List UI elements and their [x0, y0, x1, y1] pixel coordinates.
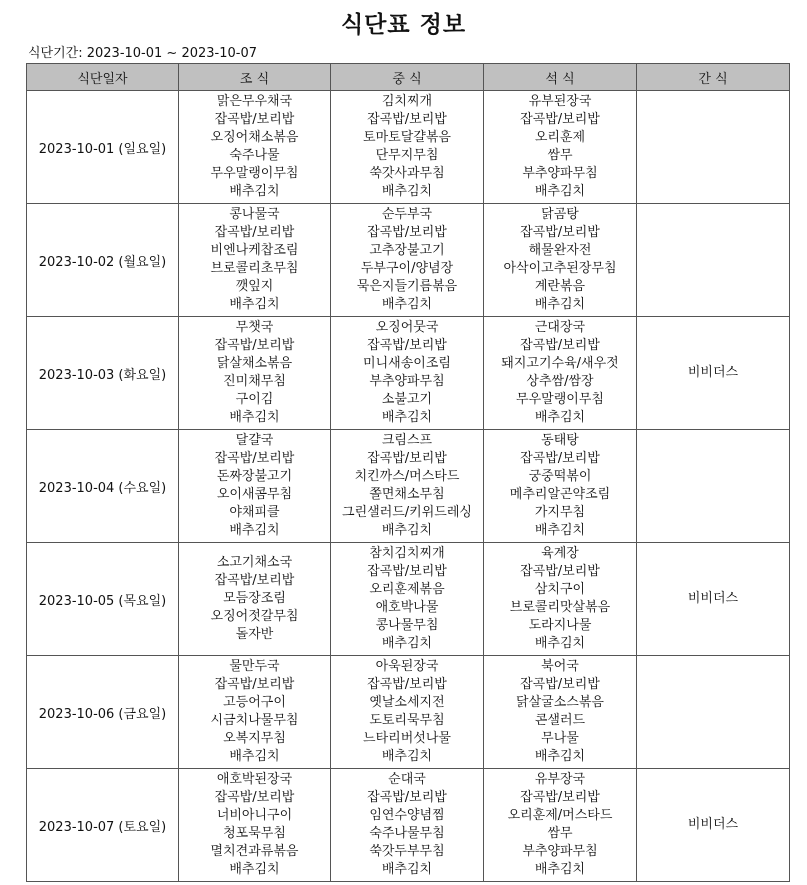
- dish-item: 미니새송이조림: [363, 356, 451, 371]
- dish-item: 잡곡밥/보리밥: [367, 338, 447, 353]
- dish-item: 잡곡밥/보리밥: [214, 790, 295, 805]
- dish-item: 치킨까스/머스타드: [354, 469, 460, 484]
- dish-item: 잡곡밥/보리밥: [367, 451, 447, 466]
- dish-item: 배추김치: [229, 749, 280, 764]
- dish-item: 잡곡밥/보리밥: [214, 338, 295, 353]
- dish-item: 오징어뭇국: [375, 320, 439, 335]
- dish-item: 오리훈제볶음: [369, 582, 445, 597]
- date-cell: 2023-10-04 (수요일): [27, 430, 179, 543]
- table-row: [27, 91, 790, 204]
- date-cell: 2023-10-01 (일요일): [27, 91, 179, 204]
- dish-item: 계란볶음: [534, 279, 586, 294]
- lunch-cell: [331, 91, 484, 204]
- dish-item: 배추김치: [381, 636, 433, 651]
- dish-item: 구이김: [235, 392, 274, 407]
- snack-cell: [637, 656, 790, 769]
- dinner-cell: [484, 317, 637, 430]
- dish-item: 비비더스: [687, 591, 739, 606]
- dish-item: 배추김치: [229, 184, 280, 199]
- dish-item: 돈짜장불고기: [216, 469, 293, 484]
- dish-item: 모듬장조림: [223, 591, 286, 606]
- dish-item: 유부장국: [534, 772, 586, 787]
- dish-item: 가지무침: [534, 505, 586, 520]
- dish-item: 배추김치: [381, 184, 433, 199]
- dish-item: 아삭이고추된장무침: [503, 261, 617, 276]
- dish-item: 묵은지들기름볶음: [356, 279, 458, 294]
- dish-item: 순대국: [388, 772, 426, 787]
- dish-item: 쫄면채소무침: [369, 487, 445, 502]
- dish-item: 그린샐러드/키위드레싱: [342, 505, 472, 520]
- dish-item: 배추김치: [229, 862, 280, 877]
- breakfast-cell: [179, 317, 331, 430]
- dish-item: 잡곡밥/보리밥: [520, 338, 600, 353]
- breakfast-cell: [179, 91, 331, 204]
- dish-item: 콩나물무침: [375, 618, 439, 633]
- snack-cell: [637, 543, 790, 656]
- date-cell: 2023-10-05 (목요일): [27, 543, 179, 656]
- dish-item: 맑은무우채국: [216, 94, 293, 109]
- dish-item: 진미채무침: [223, 374, 286, 389]
- dish-item: 쑥갓두부무침: [369, 844, 445, 859]
- dish-item: 배추김치: [229, 297, 280, 312]
- dish-item: 배추김치: [534, 297, 586, 312]
- dish-item: 상추쌈/쌈장: [526, 374, 594, 389]
- dish-item: 해물완자전: [528, 243, 592, 258]
- dish-item: 크림스프: [381, 433, 433, 448]
- dish-item: 잡곡밥/보리밥: [520, 677, 600, 692]
- dish-item: 배추김치: [534, 862, 586, 877]
- dish-item: 시금치나물무침: [210, 713, 299, 728]
- dish-item: 고등어구이: [223, 695, 286, 710]
- table-body: [27, 91, 790, 882]
- dish-item: 돼지고기수육/새우젓: [501, 356, 619, 371]
- dish-item: 청포묵무침: [223, 826, 286, 841]
- dish-item: 잡곡밥/보리밥: [367, 112, 447, 127]
- dish-item: 김치찌개: [381, 94, 433, 109]
- dish-item: 쌈무: [547, 826, 573, 841]
- dish-item: 잡곡밥/보리밥: [214, 112, 295, 127]
- dish-item: 두부구이/양념장: [360, 261, 454, 276]
- dish-item: 단무지무침: [375, 148, 439, 163]
- table-row: [27, 430, 790, 543]
- dish-item: 배추김치: [381, 749, 433, 764]
- column-header-snack: 간 식: [637, 64, 790, 91]
- dish-item: 배추김치: [381, 523, 433, 538]
- dish-item: 북어국: [541, 659, 579, 674]
- dish-item: 잡곡밥/보리밥: [520, 112, 600, 127]
- dish-item: 배추김치: [229, 410, 280, 425]
- date-cell: 2023-10-07 (토요일): [27, 769, 179, 882]
- dinner-cell: [484, 91, 637, 204]
- dish-item: 옛날소세지전: [369, 695, 445, 710]
- dish-item: 배추김치: [534, 523, 586, 538]
- dish-item: 잡곡밥/보리밥: [367, 677, 447, 692]
- dish-item: 배추김치: [381, 410, 433, 425]
- dish-item: 유부된장국: [528, 94, 592, 109]
- dish-item: 너비아니구이: [216, 808, 293, 823]
- dish-item: 도라지나물: [528, 618, 592, 633]
- dish-item: 닭살채소볶음: [216, 356, 293, 371]
- dish-item: 잡곡밥/보리밥: [520, 451, 600, 466]
- column-header-dinner: 석 식: [484, 64, 637, 91]
- lunch-cell: [331, 543, 484, 656]
- snack-cell: [637, 317, 790, 430]
- dish-item: 돌자반: [235, 627, 274, 642]
- dish-item: 배추김치: [534, 749, 586, 764]
- dish-item: 애호박나물: [375, 600, 439, 615]
- table-row: [27, 769, 790, 882]
- lunch-cell: [331, 430, 484, 543]
- breakfast-cell: [179, 656, 331, 769]
- dish-item: 참치김치찌개: [369, 546, 445, 561]
- dish-item: 달걀국: [235, 433, 274, 448]
- dish-item: 비비더스: [687, 365, 739, 380]
- dish-item: 소고기채소국: [216, 555, 293, 570]
- table-row: [27, 543, 790, 656]
- dish-item: 무나물: [541, 731, 579, 746]
- lunch-cell: [331, 204, 484, 317]
- dish-item: 닭곰탕: [541, 207, 579, 222]
- dish-item: 콘샐러드: [534, 713, 586, 728]
- dish-item: 무챗국: [235, 320, 274, 335]
- lunch-cell: [331, 769, 484, 882]
- dish-item: 배추김치: [229, 523, 280, 538]
- dish-item: 잡곡밥/보리밥: [214, 573, 295, 588]
- dish-item: 무우말랭이무침: [516, 392, 604, 407]
- dish-item: 잡곡밥/보리밥: [214, 451, 295, 466]
- dish-item: 부추양파무침: [522, 166, 598, 181]
- breakfast-cell: [179, 543, 331, 656]
- lunch-cell: [331, 656, 484, 769]
- dish-item: 브로콜리초무침: [210, 261, 299, 276]
- dish-item: 오복지무침: [223, 731, 286, 746]
- dish-item: 오이새콤무침: [216, 487, 293, 502]
- dish-item: 오리훈제/머스타드: [507, 808, 613, 823]
- column-header-breakfast: 조 식: [179, 64, 331, 91]
- lunch-cell: [331, 317, 484, 430]
- dish-item: 배추김치: [381, 862, 433, 877]
- breakfast-cell: [179, 430, 331, 543]
- date-cell: 2023-10-03 (화요일): [27, 317, 179, 430]
- dish-item: 임연수양념찜: [369, 808, 445, 823]
- dish-item: 잡곡밥/보리밥: [520, 564, 600, 579]
- breakfast-cell: [179, 769, 331, 882]
- dish-item: 잡곡밥/보리밥: [214, 225, 295, 240]
- date-cell: 2023-10-06 (금요일): [27, 656, 179, 769]
- dish-item: 느타리버섯나물: [363, 731, 451, 746]
- dish-item: 삼치구이: [534, 582, 586, 597]
- dish-item: 쑥갓사과무침: [369, 166, 445, 181]
- dish-item: 잡곡밥/보리밥: [520, 790, 600, 805]
- dish-item: 부추양파무침: [522, 844, 598, 859]
- dish-item: 궁중떡볶이: [528, 469, 592, 484]
- snack-cell: [637, 91, 790, 204]
- dish-item: 무우말랭이무침: [210, 166, 299, 181]
- dish-item: 멸치견과류볶음: [210, 844, 299, 859]
- dish-item: 숙주나물: [229, 148, 280, 163]
- dish-item: 잡곡밥/보리밥: [520, 225, 600, 240]
- dish-item: 소불고기: [381, 392, 433, 407]
- dish-item: 배추김치: [534, 410, 586, 425]
- table-header-row: [27, 64, 790, 91]
- dish-item: 근대장국: [534, 320, 586, 335]
- dish-item: 배추김치: [381, 297, 433, 312]
- dish-item: 비엔나케찹조림: [210, 243, 299, 258]
- dish-item: 아욱된장국: [375, 659, 439, 674]
- dish-item: 도토리묵무침: [369, 713, 445, 728]
- dish-item: 메추리알곤약조림: [509, 487, 611, 502]
- dish-item: 배추김치: [534, 636, 586, 651]
- table-row: [27, 204, 790, 317]
- dish-item: 배추김치: [534, 184, 586, 199]
- dish-item: 잡곡밥/보리밥: [367, 564, 447, 579]
- dish-item: 토마토달걀볶음: [363, 130, 451, 145]
- dish-item: 순두부국: [381, 207, 433, 222]
- dish-item: 잡곡밥/보리밥: [367, 790, 447, 805]
- dinner-cell: [484, 543, 637, 656]
- snack-cell: [637, 769, 790, 882]
- dinner-cell: [484, 769, 637, 882]
- dish-item: 깻잎지: [235, 279, 274, 294]
- menu-period: 식단기간: 2023-10-01 ~ 2023-10-07: [28, 46, 258, 61]
- dish-item: 야채피클: [229, 505, 280, 520]
- dish-item: 고추장불고기: [369, 243, 445, 258]
- dish-item: 잡곡밥/보리밥: [367, 225, 447, 240]
- breakfast-cell: [179, 204, 331, 317]
- dish-item: 쌈무: [547, 148, 573, 163]
- table-row: [27, 656, 790, 769]
- dinner-cell: [484, 204, 637, 317]
- dish-item: 브로콜리맛살볶음: [509, 600, 611, 615]
- dish-item: 물만두국: [229, 659, 280, 674]
- dish-item: 애호박된장국: [216, 772, 293, 787]
- dish-item: 부추양파무침: [369, 374, 445, 389]
- snack-cell: [637, 204, 790, 317]
- dish-item: 오징어채소볶음: [210, 130, 299, 145]
- page-title: 식단표 정보: [340, 12, 467, 38]
- snack-cell: [637, 430, 790, 543]
- meal-table: [26, 63, 790, 882]
- dish-item: 동태탕: [541, 433, 579, 448]
- dish-item: 숙주나물무침: [369, 826, 445, 841]
- dish-item: 비비더스: [687, 817, 739, 832]
- dish-item: 잡곡밥/보리밥: [214, 677, 295, 692]
- date-cell: 2023-10-02 (월요일): [27, 204, 179, 317]
- dish-item: 콩나물국: [229, 207, 280, 222]
- column-header-date: 식단일자: [27, 64, 179, 91]
- dish-item: 육계장: [541, 546, 579, 561]
- dish-item: 오리훈제: [534, 130, 586, 145]
- dinner-cell: [484, 656, 637, 769]
- table-row: [27, 317, 790, 430]
- column-header-lunch: 중 식: [331, 64, 484, 91]
- dinner-cell: [484, 430, 637, 543]
- dish-item: 닭살굴소스볶음: [516, 695, 604, 710]
- dish-item: 오징어젓갈무침: [210, 609, 299, 624]
